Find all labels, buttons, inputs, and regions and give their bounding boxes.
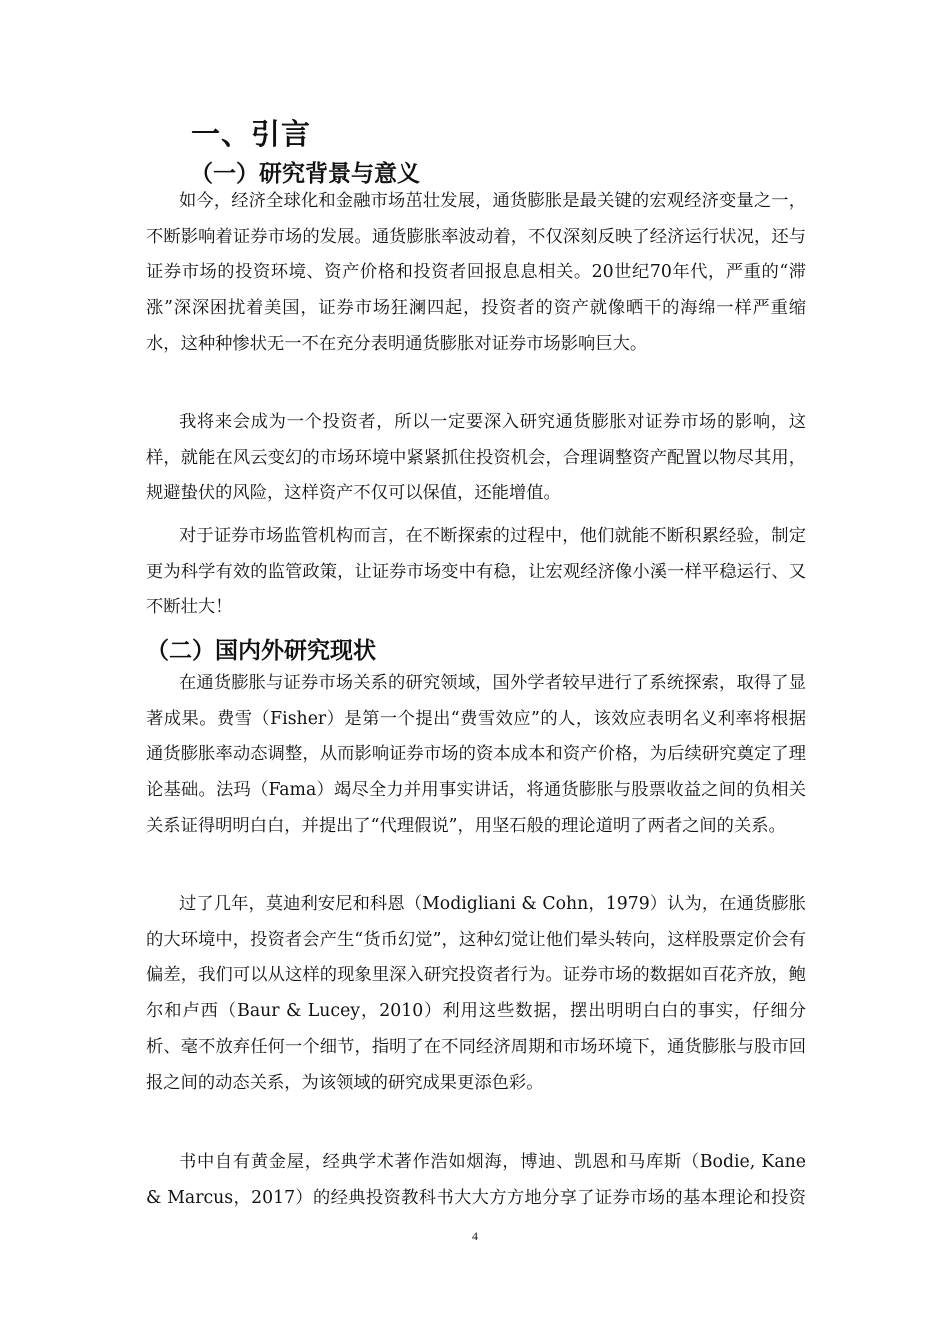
page-number: 4: [472, 1229, 478, 1243]
section-heading: 一、引言: [191, 117, 312, 151]
paragraph-background-2: 我将来会成为一个投资者，所以一定要深入研究通货膨胀对证券市场的影响，这样，就能在风云变幻的市场环境中紧紧抓住投资机会，合理调整资产配置以物尽其用，规避蛰伏的风险，这样资产不仅可以保值，还能增值。: [146, 412, 806, 504]
paragraph-background-3: 对于证券市场监管机构而言，在不断探索的过程中，他们就能不断积累经验，制定更为科学有效的监管政策，让证券市场变中有稳，让宏观经济像小溪一样平稳运行、又不断壮大！: [146, 526, 806, 618]
paragraph-background-1: 如今，经济全球化和金融市场茁壮发展，通货膨胀是最关键的宏观经济变量之一，不断影响着证券市场的发展。通货膨胀率波动着，不仅深刻反映了经济运行状况，还与证券市场的投资环境、资产价格和投资者回报息息相关。20世纪70年代，严重的“滞涨”深深困扰着美国，证券市场狂澜四起，投资者的资产就像晒干的海绵一样严重缩水，这种种惨状无一不在充分表明通货膨胀对证券市场影响巨大。: [146, 191, 806, 354]
paragraph-research-status-3: 书中自有黄金屋，经典学术著作浩如烟海，博迪、凯恩和马库斯（Bodie, Kane & Marcus，2017）的经典投资教科书大大方方地分享了证券市场的基本理论和投资: [146, 1152, 806, 1208]
paragraph-research-status-1: 在通货膨胀与证券市场关系的研究领域，国外学者较早进行了系统探索，取得了显著成果。费雪（Fisher）是第一个提出“费雪效应”的人，该效应表明名义利率将根据通货膨胀率动态调整，从而影响证券市场的资本成本和资产价格，为后续研究奠定了理论基础。法玛（Fama）竭尽全力并用事实讲话，将通货膨胀与股票收益之间的负相关关系证得明明白白，并提出了“代理假说”，用坚石般的理论道明了两者之间的关系。: [146, 673, 806, 836]
subsection-heading-research-status: （二）国内外研究现状: [146, 637, 376, 664]
paragraph-research-status-2: 过了几年，莫迪利安尼和科恩（Modigliani & Cohn，1979）认为，在通货膨胀的大环境中，投资者会产生“货币幻觉”，这种幻觉让他们晕头转向，这样股票定价会有偏差，我们可以从这样的现象里深入研究投资者行为。证券市场的数据如百花齐放，鲍尔和卢西（Baur & Lucey，2010）利用这些数据，摆出明明白白的事实，仔细分析、毫不放弃任何一个细节，指明了在不同经济周期和市场环境下，通货膨胀与股市回报之间的动态关系，为该领域的研究成果更添色彩。: [146, 894, 806, 1093]
subsection-heading-background: （一）研究背景与意义: [190, 160, 420, 187]
